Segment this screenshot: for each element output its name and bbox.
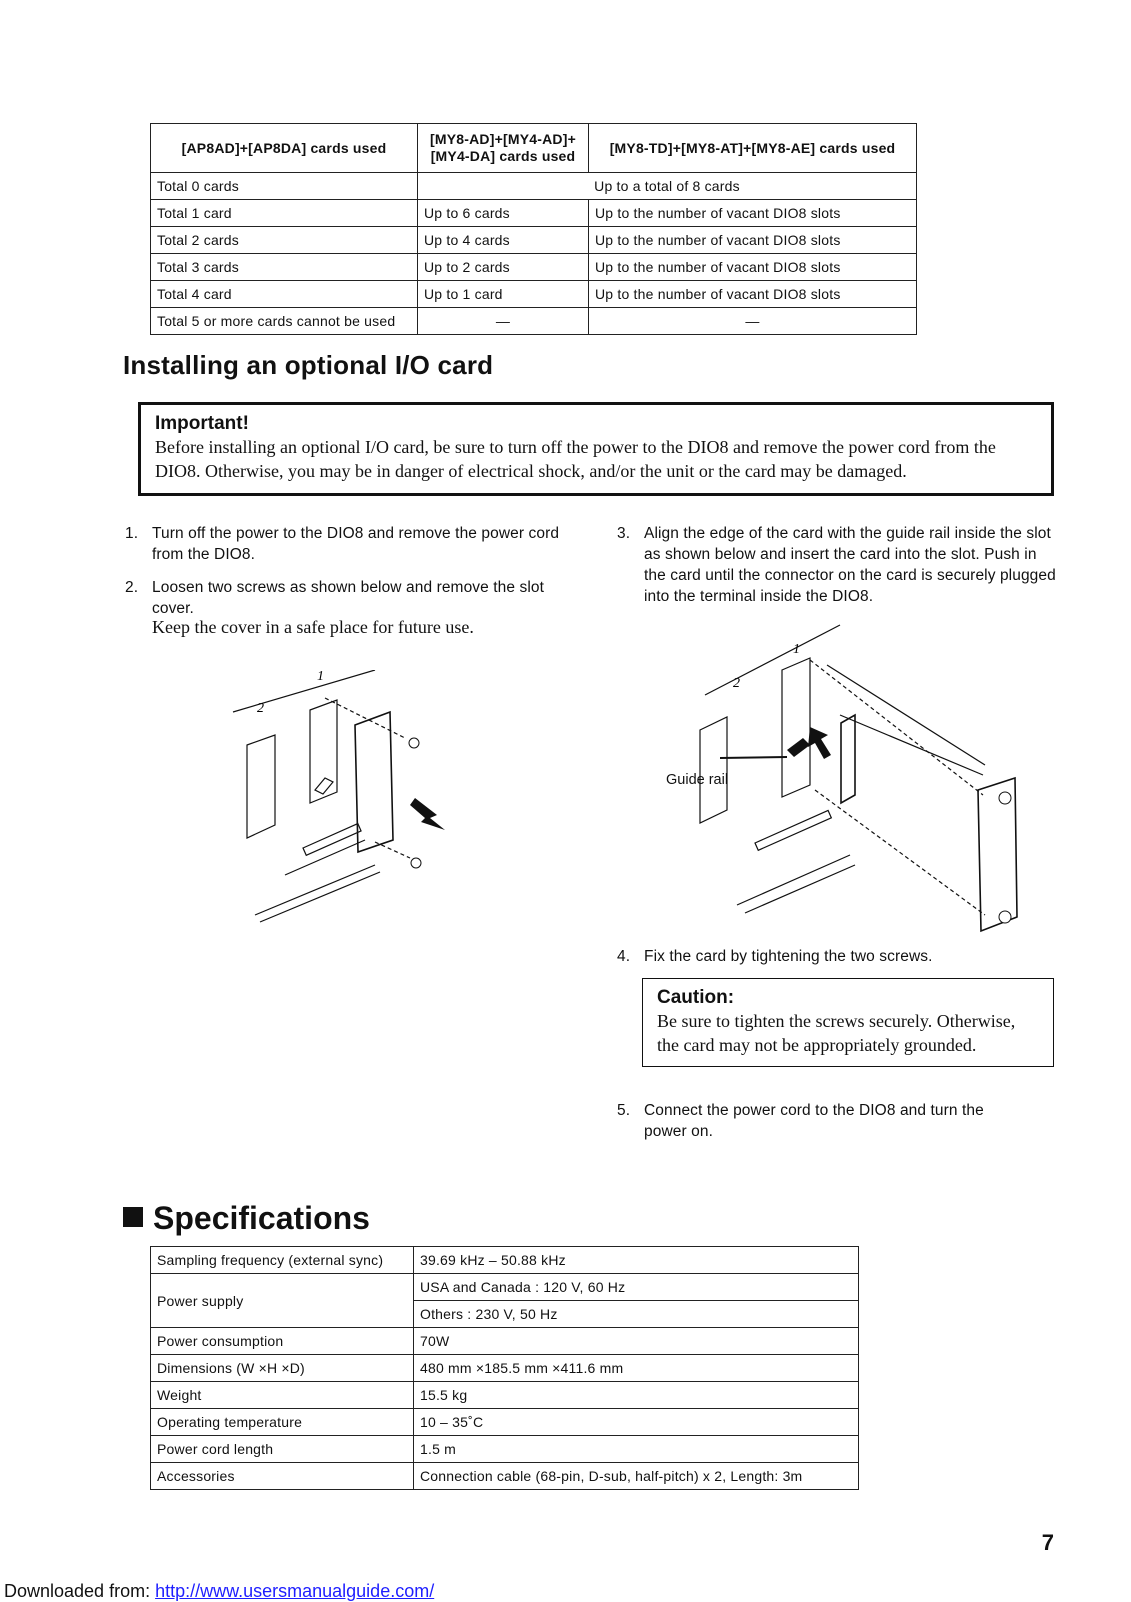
card-top-edge	[827, 665, 985, 765]
step-number: 4.	[617, 948, 631, 965]
square-bullet-icon	[123, 1207, 143, 1227]
guide-rail-leader	[720, 757, 787, 758]
step-number: 2.	[125, 579, 139, 596]
spec-value: USA and Canada : 120 V, 60 Hz	[414, 1274, 859, 1301]
table-cell: Up to 2 cards	[418, 254, 589, 281]
table-cell: Total 2 cards	[151, 227, 418, 254]
guide-rail-small	[315, 778, 333, 794]
table-row	[151, 308, 917, 335]
table-row	[151, 1247, 859, 1274]
spec-key: Accessories	[151, 1463, 414, 1490]
slot-number-label: 1	[317, 670, 324, 684]
step-text: Align the edge of the card with the guide rail inside the slot as shown below and insert the card into the slot. Push in the card until the connector on the card is securely plugged into the terminal inside the DIO8.	[644, 525, 1056, 605]
table-row	[151, 173, 917, 200]
guide-rail-icon	[787, 738, 810, 757]
spec-key: Dimensions (W ×H ×D)	[151, 1355, 414, 1382]
table-header: [AP8AD]+[AP8DA] cards used	[151, 124, 418, 173]
spec-value: 70W	[414, 1328, 859, 1355]
chassis-edge	[705, 625, 840, 695]
connector	[303, 824, 361, 856]
section-title: Installing an optional I/O card	[123, 350, 494, 380]
chassis-bottom-edge	[260, 872, 380, 922]
table-row	[151, 1355, 859, 1382]
caution-body: Be sure to tighten the screws securely. Otherwise, the card may not be appropriately grounded.	[657, 1011, 1016, 1055]
guide-line	[810, 660, 983, 795]
table-header-row	[151, 124, 917, 173]
arrow-out-icon	[410, 798, 445, 830]
specifications-table	[150, 1246, 859, 1490]
table-cell: Up to the number of vacant DIO8 slots	[589, 227, 917, 254]
card-connector	[841, 715, 855, 803]
screw-bottom-icon	[411, 858, 421, 868]
page-number: 7	[1041, 1530, 1054, 1555]
slot-cover-removal-illustration	[225, 670, 475, 925]
step-2-note: Keep the cover in a safe place for future use.	[152, 617, 474, 637]
table-row	[151, 1409, 859, 1436]
caution-title: Caution:	[657, 987, 735, 1008]
step-text: Fix the card by tightening the two screws.	[644, 948, 933, 965]
spec-value: 39.69 kHz – 50.88 kHz	[414, 1247, 859, 1274]
step-text: Turn off the power to the DIO8 and remove the power cord from the DIO8.	[152, 525, 560, 563]
card-pcb-edge	[840, 715, 983, 775]
spec-value: Others : 230 V, 50 Hz	[414, 1301, 859, 1328]
spec-value: 15.5 kg	[414, 1382, 859, 1409]
table-row	[151, 254, 917, 281]
chassis-bottom-edge	[255, 865, 375, 915]
table-row	[151, 227, 917, 254]
step-number: 3.	[617, 525, 631, 542]
slot-2-opening	[247, 735, 275, 838]
source-link[interactable]: http://www.usersmanualguide.com/	[155, 1581, 435, 1601]
chassis-bottom-edge	[737, 855, 850, 905]
table-cell: Total 3 cards	[151, 254, 418, 281]
table-header: [MY8-AD]+[MY4-AD]+ [MY4-DA] cards used	[418, 124, 589, 173]
download-prefix: Downloaded from:	[4, 1581, 156, 1601]
step-number: 5.	[617, 1102, 631, 1119]
download-source-note	[4, 1581, 434, 1602]
table-cell: Total 0 cards	[151, 173, 418, 200]
important-body: Before installing an optional I/O card, be sure to turn off the power to the DIO8 and remove the power cord from the DIO8. Otherwise, you may be in danger of electrical shock, and/or the unit or the card may be damaged.	[155, 437, 996, 481]
guide-line	[815, 790, 985, 915]
slot-number-label: 1	[793, 642, 800, 657]
chassis-edge	[233, 670, 375, 712]
screw-top-icon	[409, 738, 419, 748]
table-cell: Up to 4 cards	[418, 227, 589, 254]
table-row	[151, 1463, 859, 1490]
guide-rail-label: Guide rail	[666, 772, 729, 788]
specifications-heading: Specifications	[123, 1200, 370, 1237]
step-text: Connect the power cord to the DIO8 and turn the power on.	[644, 1102, 984, 1140]
table-cell: Total 1 card	[151, 200, 418, 227]
table-cell: Up to a total of 8 cards	[418, 173, 917, 200]
spec-key: Sampling frequency (external sync)	[151, 1247, 414, 1274]
step-text: Loosen two screws as shown below and remove the slot cover.	[152, 579, 545, 617]
table-row	[151, 1382, 859, 1409]
table-cell: —	[418, 308, 589, 335]
table-cell: Up to the number of vacant DIO8 slots	[589, 200, 917, 227]
table-cell: Total 4 card	[151, 281, 418, 308]
table-row	[151, 1436, 859, 1463]
card-compatibility-table	[150, 123, 917, 335]
card-screw-top-icon	[999, 792, 1011, 804]
table-cell: Up to the number of vacant DIO8 slots	[589, 254, 917, 281]
spec-value: 10 – 35˚C	[414, 1409, 859, 1436]
connector	[755, 810, 831, 850]
table-row	[151, 1328, 859, 1355]
caution-notice	[642, 978, 1054, 1067]
step-number: 1.	[125, 525, 139, 542]
slot-number-label: 2	[257, 701, 264, 716]
table-cell: —	[589, 308, 917, 335]
table-header: [MY8-TD]+[MY8-AT]+[MY8-AE] cards used	[589, 124, 917, 173]
slot-1-opening	[310, 700, 337, 803]
chassis-bottom-edge	[745, 865, 855, 913]
table-cell: Total 5 or more cards cannot be used	[151, 308, 418, 335]
table-cell: Up to 6 cards	[418, 200, 589, 227]
important-notice	[138, 402, 1054, 496]
spec-key: Power consumption	[151, 1328, 414, 1355]
spec-key: Weight	[151, 1382, 414, 1409]
spec-value: Connection cable (68-pin, D-sub, half-pitch) x 2, Length: 3m	[414, 1463, 859, 1490]
spec-key: Power supply	[151, 1274, 414, 1328]
table-cell: Up to the number of vacant DIO8 slots	[589, 281, 917, 308]
card-screw-bottom-icon	[999, 911, 1011, 923]
card-bracket	[978, 778, 1017, 931]
important-title: Important!	[155, 413, 249, 434]
table-row	[151, 1274, 859, 1301]
table-cell: Up to 1 card	[418, 281, 589, 308]
spec-value: 1.5 m	[414, 1436, 859, 1463]
table-row	[151, 200, 917, 227]
slot-number-label: 2	[733, 676, 740, 691]
slot-2-opening	[700, 717, 727, 823]
spec-value: 480 mm ×185.5 mm ×411.6 mm	[414, 1355, 859, 1382]
arrow-in-icon	[808, 727, 831, 759]
spec-key: Power cord length	[151, 1436, 414, 1463]
connector-edge	[285, 840, 365, 875]
table-row	[151, 281, 917, 308]
slot-1-opening	[782, 658, 810, 797]
spec-key: Operating temperature	[151, 1409, 414, 1436]
